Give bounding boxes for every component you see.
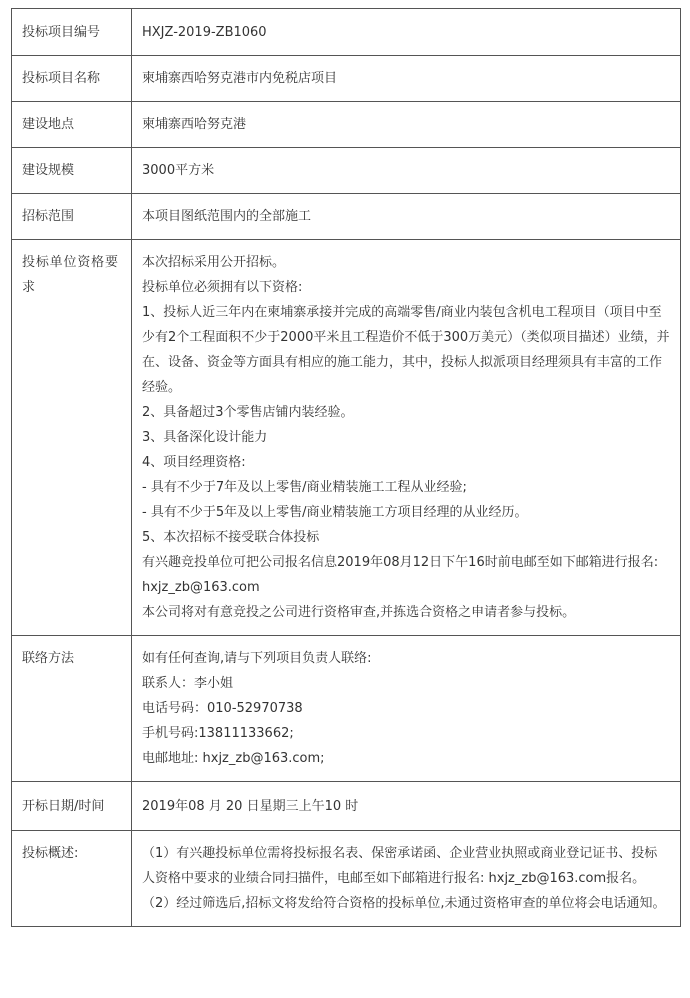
qualification-line: 3、具备深化设计能力	[142, 430, 268, 445]
contact-line: 联系人：李小姐	[142, 676, 234, 691]
qualification-line: - 具有不少于7年及以上零售/商业精装施工工程从业经验;	[142, 480, 467, 495]
row-value-project-name: 柬埔寨西哈努克港市内免税店项目	[132, 56, 681, 102]
table-row	[12, 831, 681, 927]
row-label-scale: 建设规模	[12, 148, 132, 194]
contact-line: 如有任何查询,请与下列项目负责人联络:	[142, 651, 372, 666]
overview-line: （1）有兴趣投标单位需将投标报名表、保密承诺函、企业营业执照或商业登记证书、投标人资格中要求的业绩合同扫描件，电邮至如下邮箱进行报名: hxjz_zb@163.com报名。	[142, 846, 658, 886]
qualification-line: 本公司将对有意竞投之公司进行资格审查,并拣选合资格之申请者参与投标。	[142, 605, 576, 620]
row-value-project-no: HXJZ-2019-ZB1060	[132, 9, 681, 56]
qualification-line: 1、投标人近三年内在柬埔寨承接并完成的高端零售/商业内装包含机电工程项目（项目中至少有2个工程面积不少于2000平米且工程造价不低于300万美元）（类似项目描述）业绩，并在、设备、资金等方面具有相应的施工能力，其中，投标人拟派项目经理须具有丰富的工作经验。	[142, 305, 670, 395]
row-label-opening: 开标日期/时间	[12, 782, 132, 831]
row-label-project-no: 投标项目编号	[12, 9, 132, 56]
table-row	[12, 9, 681, 56]
qualification-line: 投标单位必须拥有以下资格:	[142, 280, 303, 295]
qualification-line: 有兴趣竞投单位可把公司报名信息2019年08月12日下午16时前电邮至如下邮箱进行报名: hxjz_zb@163.com	[142, 555, 659, 595]
table-row	[12, 636, 681, 782]
table-row	[12, 194, 681, 240]
table-row	[12, 148, 681, 194]
row-value-scope: 本项目图纸范围内的全部施工	[132, 194, 681, 240]
row-label-contact: 联络方法	[12, 636, 132, 782]
table-row	[12, 102, 681, 148]
contact-line: 电邮地址: hxjz_zb@163.com;	[142, 751, 325, 766]
row-label-overview: 投标概述:	[12, 831, 132, 927]
qualification-line: 4、项目经理资格:	[142, 455, 246, 470]
tender-info-table	[11, 8, 681, 927]
row-value-overview	[132, 831, 681, 927]
overview-line: （2）经过筛选后,招标文将发给符合资格的投标单位,未通过资格审查的单位将会电话通知。	[142, 896, 666, 911]
contact-line: 手机号码:13811133662;	[142, 726, 294, 741]
qualification-line: 2、具备超过3个零售店铺内装经验。	[142, 405, 354, 420]
contact-line: 电话号码：010-52970738	[142, 701, 303, 716]
row-label-site: 建设地点	[12, 102, 132, 148]
table-row	[12, 240, 681, 636]
row-label-scope: 招标范围	[12, 194, 132, 240]
qualification-label: 投标单位资格要求	[22, 255, 118, 295]
row-value-qualification	[132, 240, 681, 636]
row-label-qualification	[12, 240, 132, 636]
row-value-opening: 2019年08 月 20 日星期三上午10 时	[132, 782, 681, 831]
row-value-contact	[132, 636, 681, 782]
qualification-line: 5、本次招标不接受联合体投标	[142, 530, 320, 545]
qualification-line: 本次招标采用公开招标。	[142, 255, 286, 270]
row-value-scale: 3000平方米	[132, 148, 681, 194]
row-label-project-name: 投标项目名称	[12, 56, 132, 102]
table-row	[12, 782, 681, 831]
qualification-line: - 具有不少于5年及以上零售/商业精装施工方项目经理的从业经历。	[142, 505, 528, 520]
table-row	[12, 56, 681, 102]
row-value-site: 柬埔寨西哈努克港	[132, 102, 681, 148]
